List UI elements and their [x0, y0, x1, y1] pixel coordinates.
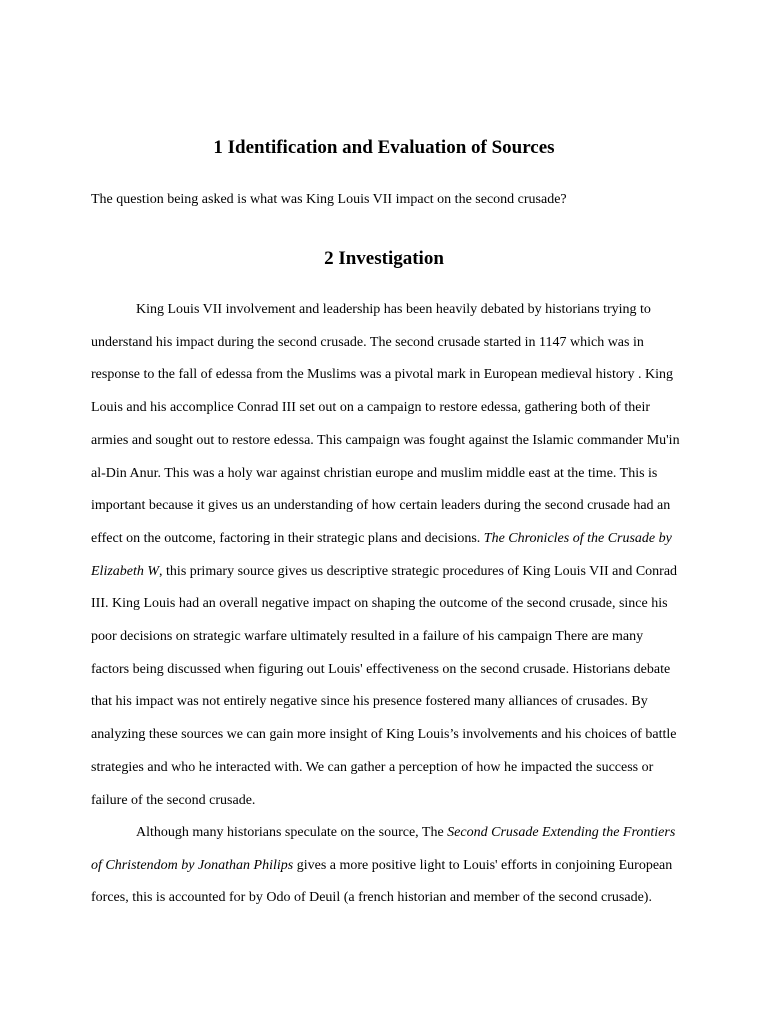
body-text: important because it gives us an understanding of how certain leaders during the second crusade had an [91, 498, 671, 514]
body-text: understand his impact during the second crusade. The second crusade started in 1147 which was in [91, 334, 644, 350]
text-line [91, 856, 672, 876]
body-text: response to the fall of edessa from the Muslims was a pivotal mark in European medieval history . King [91, 367, 674, 383]
text-line [91, 496, 670, 516]
text-line [91, 431, 680, 451]
italic-title-text: The Chronicles of the Crusade by [483, 530, 672, 546]
text-line [91, 888, 652, 908]
body-text: failure of the second crusade. [91, 792, 256, 808]
text-line [91, 627, 643, 647]
text-line [91, 594, 668, 614]
body-text: armies and sought out to restore edessa. This campaign was fought against the Islamic commander Mu'in [91, 432, 680, 448]
text-line [91, 529, 672, 549]
italic-title-text: Second Crusade Extending the Frontiers [447, 825, 676, 840]
body-text: Louis and his accomplice Conrad III set out on a campaign to restore edessa, gathering both of their [91, 400, 651, 416]
text-line [91, 333, 644, 353]
section-heading-1: 1 Identification and Evaluation of Sources [213, 137, 555, 158]
body-text: poor decisions on strategic warfare ultimately resulted in a failure of his campaign There are many [91, 629, 644, 644]
body-text: III. King Louis had an overall negative impact on shaping the outcome of the second crusade, since his [91, 596, 668, 612]
text-line [91, 464, 657, 484]
body-text: effect on the outcome, factoring in their strategic plans and decisions. [91, 530, 484, 546]
body-text: gives a more positive light to Louis' efforts in conjoining European [293, 857, 673, 873]
text-line [91, 791, 255, 811]
body-text: forces, this is accounted for by Odo of Deuil (a french historian and member of the second crusade). [91, 890, 652, 906]
italic-title-text: Elizabeth W [91, 563, 160, 579]
text-line [136, 300, 651, 320]
body-text: analyzing these sources we can gain more insight of King Louis’s involvements and his choices of battle [91, 727, 677, 743]
text-line [91, 692, 648, 712]
text-line [91, 758, 653, 778]
body-text: that his impact was not entirely negative since his presence fostered many alliances of crusades. By [91, 694, 648, 710]
body-text: King Louis VII involvement and leadership has been heavily debated by historians trying to [136, 302, 651, 317]
text-line [136, 823, 675, 843]
body-text: strategies and who he interacted with. We can gather a perception of how he impacted the success or [91, 759, 654, 775]
body-text: factors being discussed when figuring out Louis' effectiveness on the second crusade. Historians debate [91, 661, 671, 677]
research-question: The question being asked is what was King Louis VII impact on the second crusade? [91, 192, 567, 207]
text-line [91, 660, 670, 680]
text-line [91, 398, 650, 418]
italic-title-text: of Christendom by Jonathan Philips [91, 857, 294, 873]
body-text: al-Din Anur. This was a holy war against christian europe and muslim middle east at the time. This is [91, 465, 658, 481]
text-line [91, 365, 673, 385]
body-text: , this primary source gives us descriptive strategic procedures of King Louis VII and Conrad [159, 563, 678, 579]
section-heading-2: 2 Investigation [324, 248, 444, 269]
text-line [91, 562, 677, 582]
text-line [91, 725, 677, 745]
body-text: Although many historians speculate on the source, The [136, 825, 448, 840]
